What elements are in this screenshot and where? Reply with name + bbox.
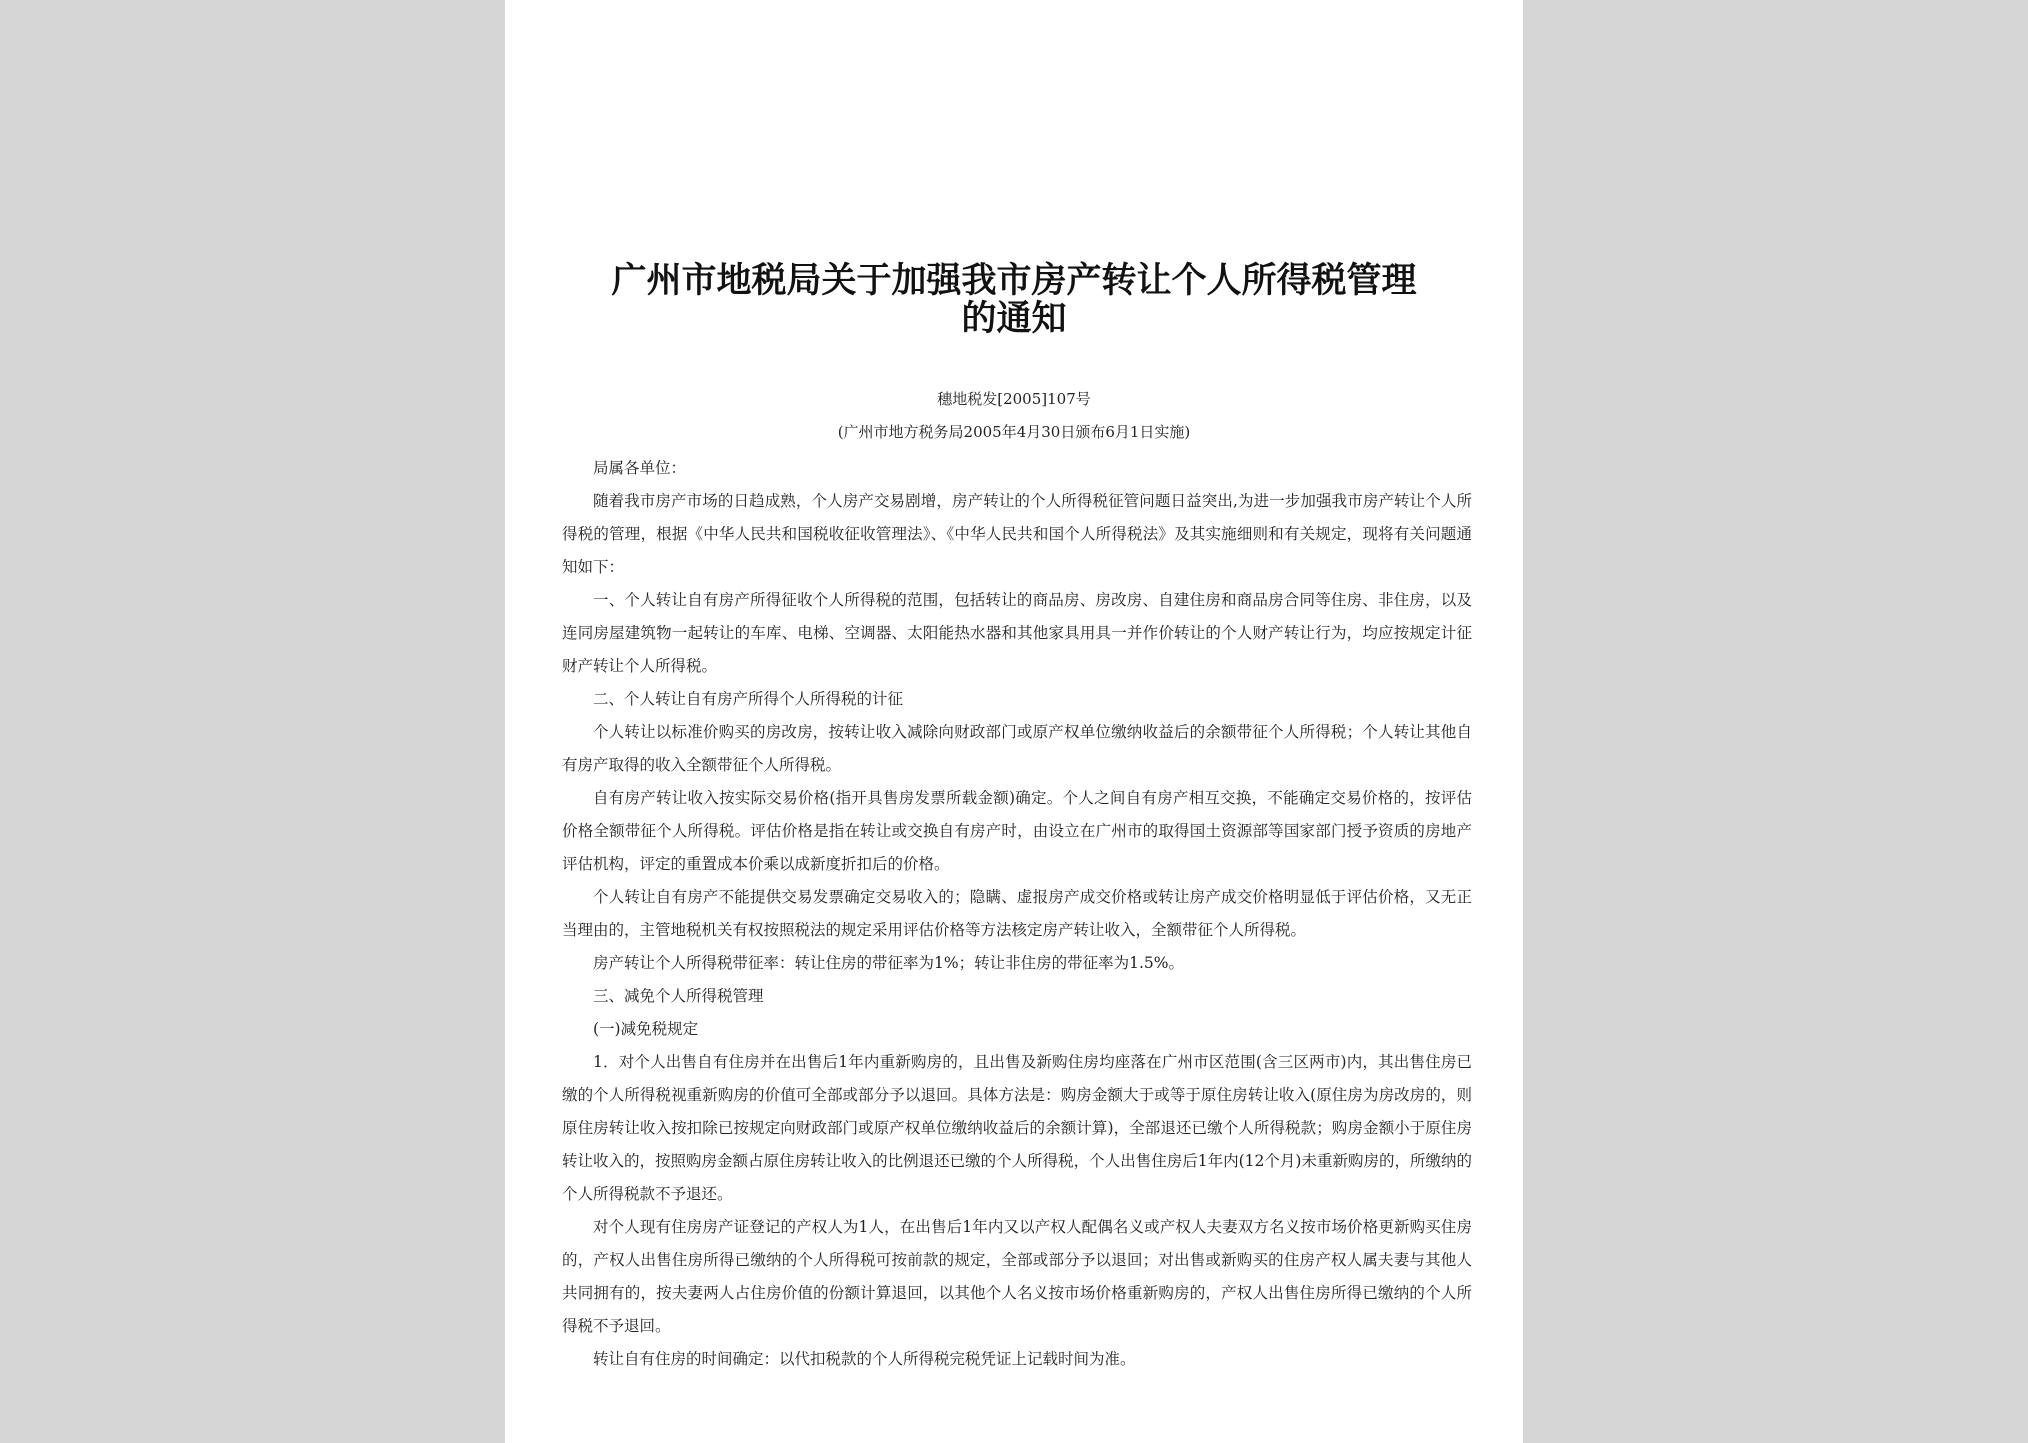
paragraph: 转让自有住房的时间确定：以代扣税款的个人所得税完税凭证上记载时间为准。: [593, 1350, 1136, 1368]
paragraph-salutation: 局属各单位：: [593, 459, 687, 477]
paragraph: 对个人现有住房房产证登记的产权人为1人，在出售后1年内又以产权人配偶名义或产权人夫妻双方名义按市场价格更新购买住房的，产权人出售住房所得已缴纳的个人所得税可按前款的规定，全部或部分予以退回；对出售或新购买的住房产权人属夫妻与其他人共同拥有的，按夫妻两人占住房价值的份额计算退回，以其他个人名义按市场价格重新购房的，产权人出售住房所得已缴纳的个人所得税不予退回。: [562, 1218, 1472, 1335]
paragraph: 一、个人转让自有房产所得征收个人所得税的范围，包括转让的商品房、房改房、自建住房和商品房合同等住房、非住房，以及连同房屋建筑物一起转让的车库、电梯、空调器、太阳能热水器和其他家具用具一并作价转让的个人财产转让行为，均应按规定计征财产转让个人所得税。: [562, 591, 1472, 675]
section-heading: 二、个人转让自有房产所得个人所得税的计征: [593, 690, 904, 708]
paragraph: 随着我市房产市场的日趋成熟，个人房产交易剧增，房产转让的个人所得税征管问题日益突出,为进一步加强我市房产转让个人所得税的管理，根据《中华人民共和国税收征收管理法》、《中华人民共和国个人所得税法》及其实施细则和有关规定，现将有关问题通知如下：: [562, 492, 1472, 576]
issue-info: (广州市地方税务局2005年4月30日颁布6月1日实施): [837, 423, 1191, 441]
section-heading: 三、减免个人所得税管理: [593, 987, 764, 1005]
document-page: [505, 0, 1523, 1443]
title-line-2: 的通知: [961, 299, 1067, 339]
paragraph: 个人转让以标准价购买的房改房，按转让收入减除向财政部门或原产权单位缴纳收益后的余额带征个人所得税；个人转让其他自有房产取得的收入全额带征个人所得税。: [562, 723, 1472, 774]
subsection-heading: (一)减免税规定: [593, 1020, 699, 1038]
document-body: [562, 452, 1472, 1376]
document-title: [505, 262, 1523, 338]
document-number: 穗地税发[2005]107号: [937, 390, 1091, 408]
paragraph: 房产转让个人所得税带征率：转让住房的带征率为1%；转让非住房的带征率为1.5%。: [593, 954, 1184, 972]
paragraph: 个人转让自有房产不能提供交易发票确定交易收入的；隐瞒、虚报房产成交价格或转让房产成交价格明显低于评估价格，又无正当理由的，主管地税机关有权按照税法的规定采用评估价格等方法核定房产转让收入，全额带征个人所得税。: [562, 888, 1472, 939]
paragraph: 自有房产转让收入按实际交易价格(指开具售房发票所载金额)确定。个人之间自有房产相互交换，不能确定交易价格的，按评估价格全额带征个人所得税。评估价格是指在转让或交换自有房产时，由设立在广州市的取得国土资源部等国家部门授予资质的房地产评估机构，评定的重置成本价乘以成新度折扣后的价格。: [562, 789, 1472, 873]
paragraph: 1．对个人出售自有住房并在出售后1年内重新购房的，且出售及新购住房均座落在广州市区范围(含三区两市)内，其出售住房已缴的个人所得税视重新购房的价值可全部或部分予以退回。具体方法是：购房金额大于或等于原住房转让收入(原住房为房改房的，则原住房转让收入按扣除已按规定向财政部门或原产权单位缴纳收益后的余额计算)，全部退还已缴个人所得税款；购房金额小于原住房转让收入的，按照购房金额占原住房转让收入的比例退还已缴的个人所得税，个人出售住房后1年内(12个月)未重新购房的，所缴纳的个人所得税款不予退还。: [562, 1053, 1472, 1203]
title-line-1: 广州市地税局关于加强我市房产转让个人所得税管理: [611, 261, 1417, 301]
